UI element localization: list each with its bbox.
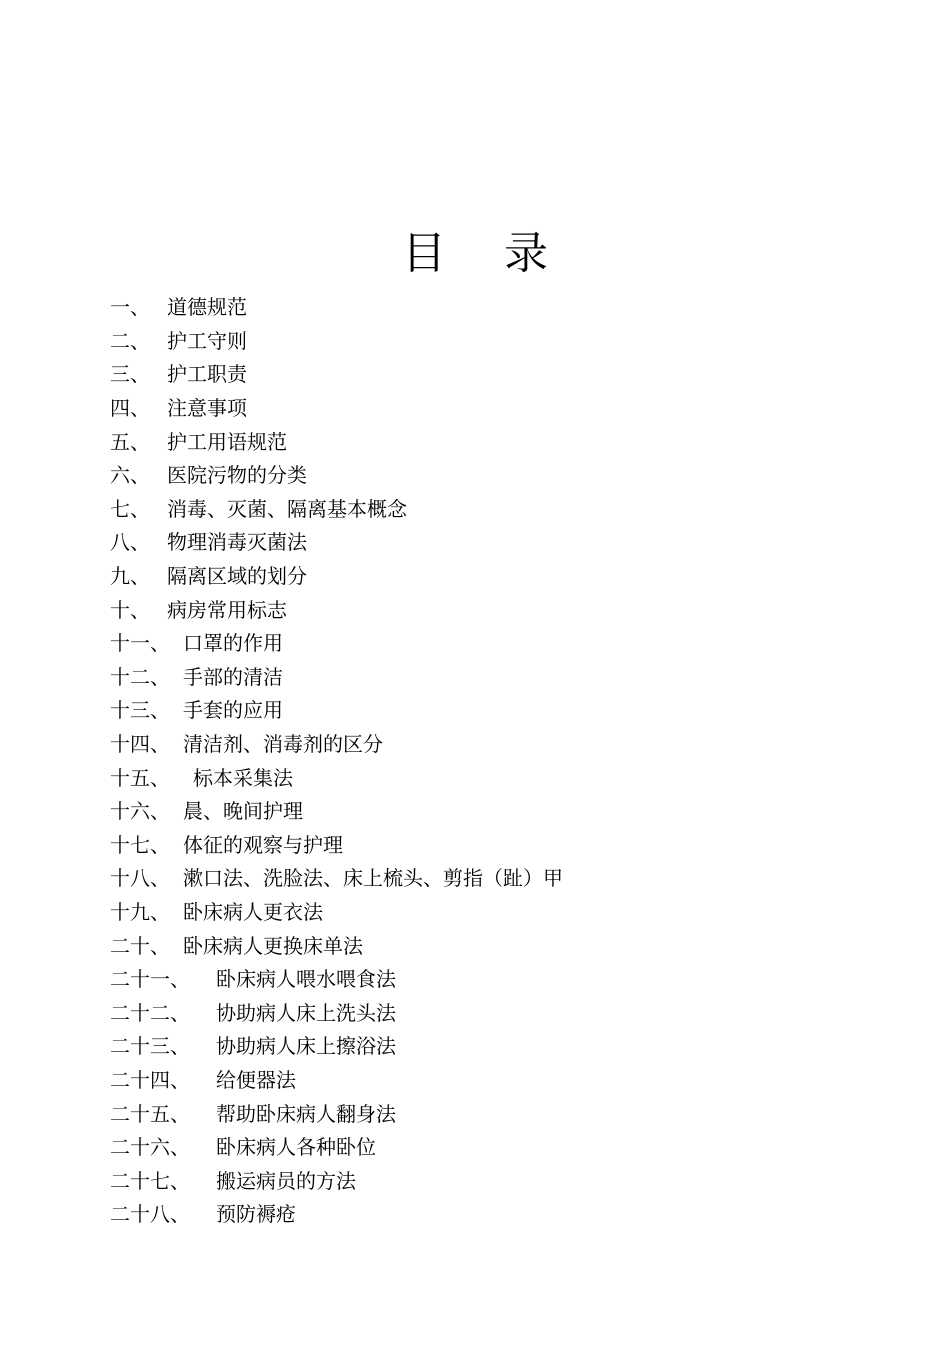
toc-item-number: 十三、: [110, 698, 170, 723]
toc-item-title: 医院污物的分类: [167, 463, 307, 488]
toc-item-title: 卧床病人喂水喂食法: [216, 967, 396, 992]
toc-item-title: 道德规范: [167, 295, 247, 320]
toc-item-number: 三、: [110, 362, 150, 387]
toc-item-number: 十二、: [110, 664, 170, 689]
toc-item-title: 标本采集法: [193, 765, 293, 790]
toc-item: [110, 793, 910, 827]
toc-item-title: 清洁剂、消毒剂的区分: [183, 732, 383, 757]
toc-item-number: 十四、: [110, 732, 170, 757]
toc-item-number: 十八、: [110, 866, 170, 891]
toc-item-title: 帮助卧床病人翻身法: [216, 1101, 396, 1126]
toc-item: [110, 457, 910, 491]
toc-item-title: 漱口法、洗脸法、床上梳头、剪指（趾）甲: [183, 866, 563, 891]
toc-item: [110, 390, 910, 424]
toc-item: [110, 961, 910, 995]
toc-item-number: 六、: [110, 463, 150, 488]
toc-item-title: 物理消毒灭菌法: [167, 530, 307, 555]
toc-item-title: 消毒、灭菌、隔离基本概念: [167, 496, 407, 521]
toc-item-title: 护工用语规范: [167, 429, 287, 454]
toc-item: [110, 1028, 910, 1062]
toc-item-number: 二十二、: [110, 1000, 190, 1025]
toc-item-number: 十九、: [110, 899, 170, 924]
toc-item: [110, 659, 910, 693]
toc-item: [110, 591, 910, 625]
toc-item-title: 体征的观察与护理: [183, 832, 343, 857]
toc-item-title: 预防褥疮: [216, 1202, 296, 1227]
toc-item-number: 二十七、: [110, 1168, 190, 1193]
toc-item: [110, 524, 910, 558]
toc-item-number: 十七、: [110, 832, 170, 857]
toc-item-number: 七、: [110, 496, 150, 521]
toc-item-title: 手部的清洁: [183, 664, 283, 689]
toc-item-number: 二十五、: [110, 1101, 190, 1126]
toc-item: [110, 1162, 910, 1196]
toc-item: [110, 759, 910, 793]
toc-item: [110, 491, 910, 525]
toc-item-title: 护工守则: [167, 328, 247, 353]
toc-item-title: 口罩的作用: [183, 631, 283, 656]
page-title: 目 录: [402, 228, 570, 279]
toc-item: [110, 558, 910, 592]
toc-item-title: 协助病人床上洗头法: [216, 1000, 396, 1025]
toc-item: [110, 1196, 910, 1230]
toc-item-number: 十六、: [110, 799, 170, 824]
toc-item: [110, 323, 910, 357]
toc-item-title: 卧床病人更衣法: [183, 899, 323, 924]
table-of-contents: [110, 289, 910, 1230]
toc-item-number: 五、: [110, 429, 150, 454]
toc-item: [110, 356, 910, 390]
toc-item: [110, 692, 910, 726]
toc-item: [110, 726, 910, 760]
toc-item-number: 十五、: [110, 765, 170, 790]
toc-item-number: 二十一、: [110, 967, 190, 992]
toc-item-number: 二十八、: [110, 1202, 190, 1227]
toc-item-number: 十、: [110, 597, 150, 622]
toc-item-number: 二十、: [110, 933, 170, 958]
toc-item-number: 二十三、: [110, 1034, 190, 1059]
toc-item-number: 二十四、: [110, 1067, 190, 1092]
toc-item-title: 搬运病员的方法: [216, 1168, 356, 1193]
toc-item: [110, 927, 910, 961]
toc-item-title: 注意事项: [167, 396, 247, 421]
toc-item: [110, 1129, 910, 1163]
toc-item-number: 一、: [110, 295, 150, 320]
toc-item: [110, 1062, 910, 1096]
toc-item-number: 二、: [110, 328, 150, 353]
toc-item-title: 卧床病人各种卧位: [216, 1135, 376, 1160]
toc-item-number: 四、: [110, 396, 150, 421]
toc-item-title: 给便器法: [216, 1067, 296, 1092]
toc-item-number: 十一、: [110, 631, 170, 656]
toc-item-number: 二十六、: [110, 1135, 190, 1160]
toc-item-title: 病房常用标志: [167, 597, 287, 622]
toc-item-title: 手套的应用: [183, 698, 283, 723]
toc-item: [110, 1095, 910, 1129]
toc-item-title: 护工职责: [167, 362, 247, 387]
toc-item-title: 晨、晚间护理: [183, 799, 303, 824]
toc-item: [110, 860, 910, 894]
toc-item: [110, 625, 910, 659]
toc-item: [110, 894, 910, 928]
toc-item-title: 卧床病人更换床单法: [183, 933, 363, 958]
toc-item-title: 协助病人床上擦浴法: [216, 1034, 396, 1059]
toc-item-number: 九、: [110, 564, 150, 589]
toc-item-number: 八、: [110, 530, 150, 555]
toc-item: [110, 994, 910, 1028]
toc-item-title: 隔离区域的划分: [167, 564, 307, 589]
toc-item: [110, 827, 910, 861]
toc-item: [110, 423, 910, 457]
toc-item: [110, 289, 910, 323]
